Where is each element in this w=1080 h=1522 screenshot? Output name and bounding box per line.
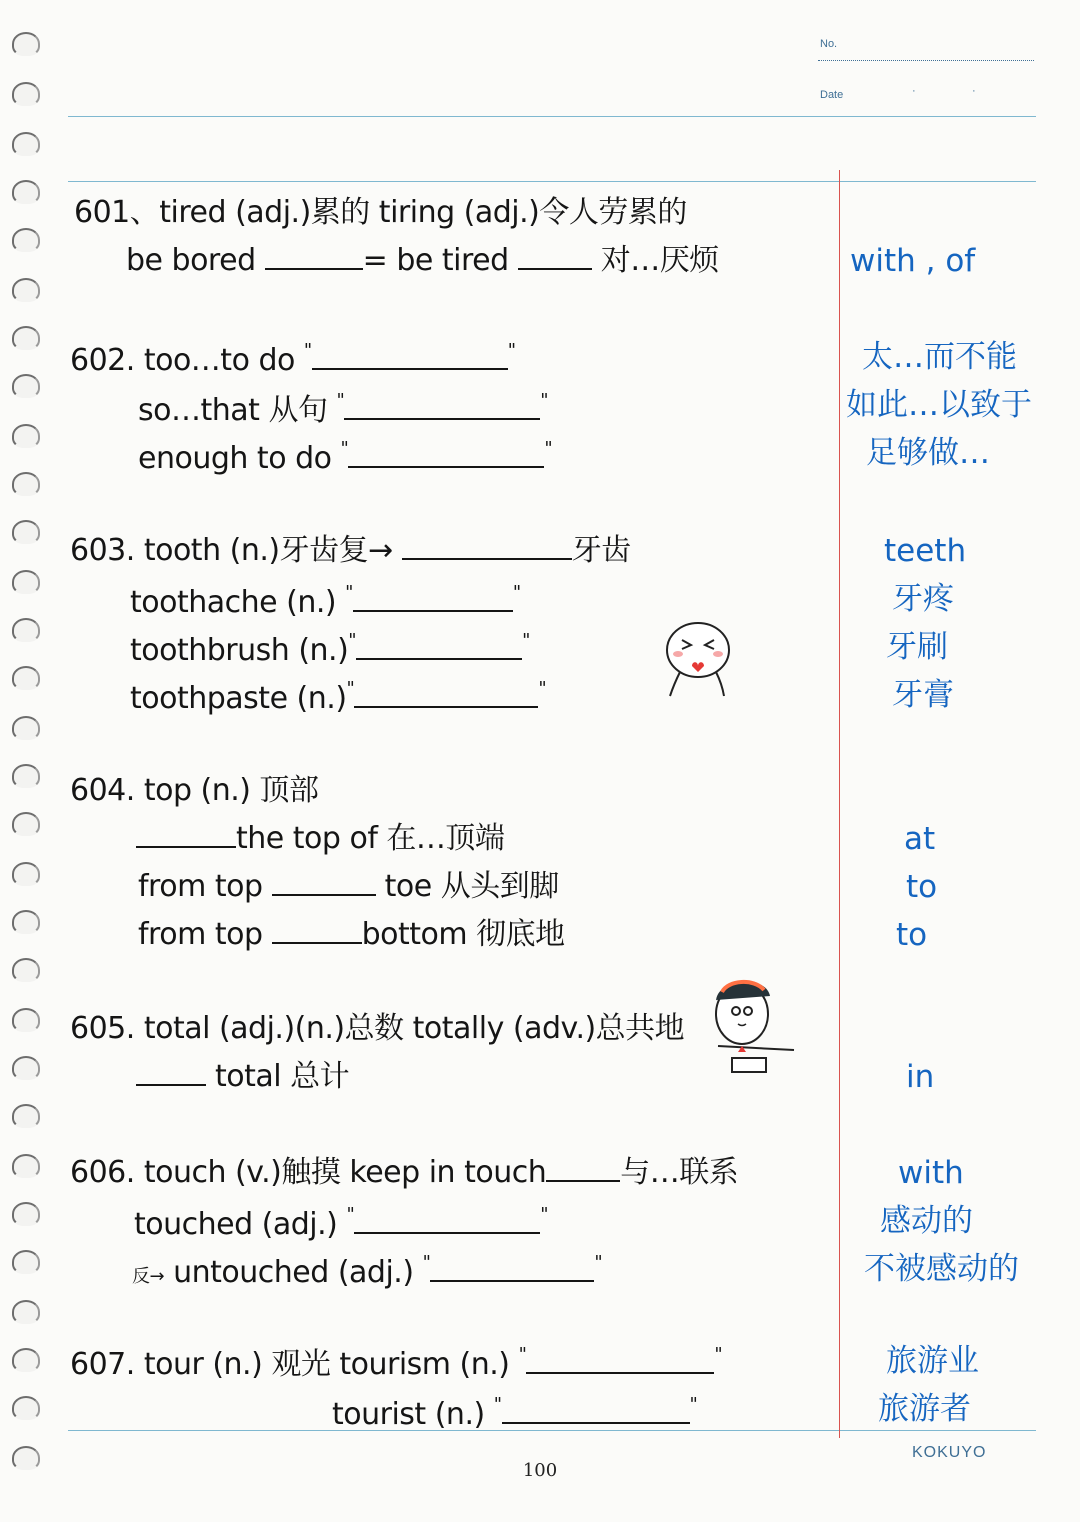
blank bbox=[526, 1368, 714, 1374]
blank bbox=[353, 606, 513, 612]
binder-hole bbox=[12, 32, 40, 56]
binder-hole bbox=[12, 1008, 40, 1032]
entry-603-line-2: toothache (n.) " " bbox=[130, 582, 521, 620]
blank bbox=[546, 1176, 620, 1182]
entry-603-line-3: toothbrush (n.)" " bbox=[130, 630, 530, 668]
binder-hole bbox=[12, 1202, 40, 1226]
blank bbox=[136, 842, 236, 848]
date-label: Date bbox=[820, 89, 844, 101]
blank bbox=[502, 1418, 690, 1424]
entry-602-line-1: 602. too…to do " " bbox=[70, 340, 516, 378]
binder-hole bbox=[12, 1396, 40, 1420]
entry-602-answer-3: 足够做… bbox=[866, 435, 990, 471]
binder-hole bbox=[12, 520, 40, 544]
entry-604-answer-2: to bbox=[906, 869, 938, 905]
binder-hole bbox=[12, 910, 40, 934]
entry-606-answer-1: with bbox=[898, 1155, 964, 1191]
binder-hole bbox=[12, 82, 40, 106]
page-number: 100 bbox=[522, 1460, 558, 1481]
entry-607-line-2: tourist (n.) " " bbox=[332, 1394, 698, 1432]
entry-604-line-1: 604. top (n.) 顶部 bbox=[70, 773, 319, 808]
entry-607-answer-2: 旅游者 bbox=[878, 1391, 971, 1427]
entry-605-line-1: 605. total (adj.)(n.)总数 totally (adv.)总共地 bbox=[70, 1011, 685, 1046]
entry-604-answer-1: at bbox=[904, 821, 936, 857]
blank bbox=[348, 462, 544, 468]
blank bbox=[356, 654, 522, 660]
blank bbox=[136, 1080, 206, 1086]
brand-logo: KOKUYO bbox=[912, 1444, 987, 1461]
no-field-line bbox=[818, 60, 1034, 61]
blank bbox=[354, 702, 538, 708]
entry-606-line-1: 606. touch (v.)触摸 keep in touch 与…联系 bbox=[70, 1155, 739, 1190]
blank bbox=[354, 1228, 540, 1234]
binder-hole bbox=[12, 1154, 40, 1178]
binder-hole bbox=[12, 278, 40, 302]
shy-face-doodle bbox=[660, 616, 740, 700]
binder-hole bbox=[12, 862, 40, 886]
blank bbox=[402, 554, 572, 560]
binder-hole bbox=[12, 812, 40, 836]
binder-hole bbox=[12, 716, 40, 740]
entry-605-answer-1: in bbox=[906, 1059, 935, 1095]
entry-606-answer-2: 感动的 bbox=[880, 1203, 973, 1239]
entry-607-line-1: 607. tour (n.) 观光 tourism (n.) " " bbox=[70, 1344, 723, 1382]
binder-hole bbox=[12, 618, 40, 642]
binder-hole bbox=[12, 180, 40, 204]
binder-hole bbox=[12, 958, 40, 982]
date-dot: · bbox=[972, 85, 976, 97]
bottom-rule bbox=[68, 1430, 1036, 1431]
entry-603-answer-4: 牙膏 bbox=[892, 677, 954, 713]
binder-hole bbox=[12, 374, 40, 398]
blank bbox=[265, 264, 363, 270]
blank bbox=[272, 890, 376, 896]
blank bbox=[312, 364, 508, 370]
entry-602-answer-1: 太…而不能 bbox=[862, 339, 1017, 375]
entry-603-line-4: toothpaste (n.)" " bbox=[130, 678, 547, 716]
binder-hole bbox=[12, 228, 40, 252]
entry-602-answer-2: 如此…以致于 bbox=[846, 387, 1032, 423]
binder-hole bbox=[12, 472, 40, 496]
binder-hole bbox=[12, 764, 40, 788]
no-label: No. bbox=[820, 38, 838, 50]
binder-hole bbox=[12, 570, 40, 594]
binder-hole bbox=[12, 1250, 40, 1274]
entry-604-line-3: from top toe 从头到脚 bbox=[138, 869, 559, 904]
entry-604-line-2: the top of 在…顶端 bbox=[136, 824, 504, 854]
blank bbox=[518, 264, 592, 270]
binder-hole bbox=[12, 326, 40, 350]
entry-603-answer-3: 牙刷 bbox=[886, 629, 948, 665]
binder-hole bbox=[12, 1300, 40, 1324]
binder-hole bbox=[12, 424, 40, 448]
entry-602-line-3: enough to do " " bbox=[138, 438, 553, 476]
entry-604-answer-3: to bbox=[896, 917, 928, 953]
entry-605-line-2: total 总计 bbox=[136, 1062, 349, 1092]
entry-603-answer-1: teeth bbox=[884, 533, 967, 569]
entry-606-answer-3: 不被感动的 bbox=[864, 1251, 1019, 1287]
binder-hole bbox=[12, 1056, 40, 1080]
entry-601-line-1: 601、tired (adj.)累的 tiring (adj.)令人劳累的 bbox=[74, 195, 687, 230]
binder-hole bbox=[12, 132, 40, 156]
entry-601-line-2: be bored = be tired 对…厌烦 bbox=[126, 243, 719, 278]
margin-line bbox=[839, 170, 840, 1438]
entry-603-line-1: 603. tooth (n.)牙齿复→ 牙齿 bbox=[70, 533, 631, 568]
entry-603-answer-2: 牙疼 bbox=[892, 581, 954, 617]
entry-602-line-2: so…that 从句 " " bbox=[138, 390, 549, 428]
top-rule bbox=[68, 181, 1036, 182]
entry-601-answer-1: with , of bbox=[850, 243, 976, 279]
entry-606-line-3: 反→ untouched (adj.) " " bbox=[132, 1252, 603, 1290]
entry-604-line-4: from top bottom 彻底地 bbox=[138, 917, 565, 952]
binder-hole bbox=[12, 1104, 40, 1128]
blank bbox=[344, 414, 540, 420]
blank bbox=[272, 938, 362, 944]
boy-reading-doodle bbox=[708, 966, 800, 1082]
entry-607-answer-1: 旅游业 bbox=[886, 1343, 979, 1379]
blank bbox=[430, 1276, 594, 1282]
binder-hole bbox=[12, 666, 40, 690]
header-rule bbox=[68, 116, 1036, 117]
date-dot: · bbox=[912, 85, 916, 97]
entry-606-line-2: touched (adj.) " " bbox=[134, 1204, 548, 1242]
binder-hole bbox=[12, 1348, 40, 1372]
